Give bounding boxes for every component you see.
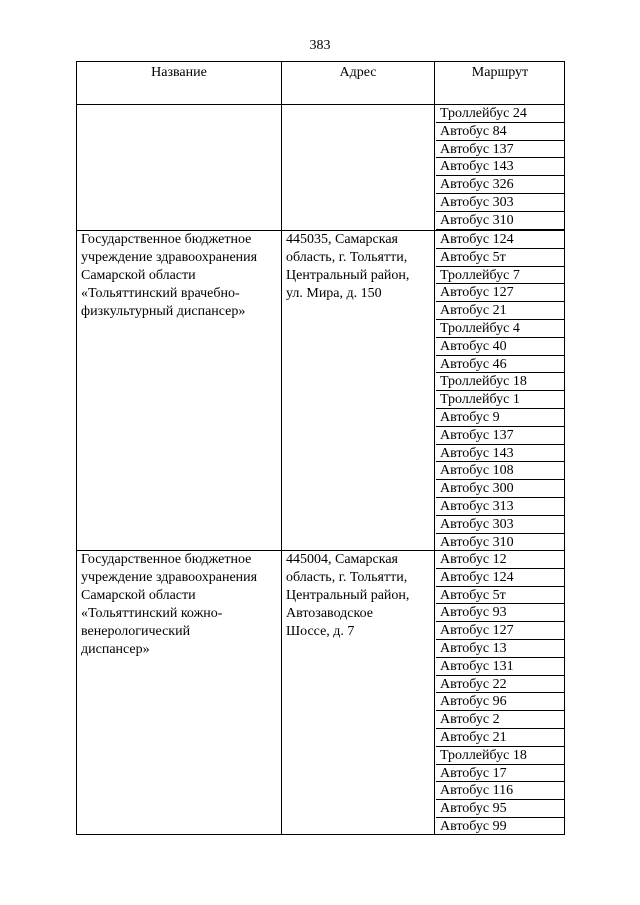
route-item: Автобус 99 — [440, 818, 507, 834]
route-item: Троллейбус 1 — [436, 391, 564, 409]
row-2-name: Государственное бюджетное учреждение здравоохранения Самарской области «Тольяттинский врачебно- физкультурный диспансер» — [81, 232, 258, 319]
header-address: Адрес — [339, 65, 377, 80]
route-item: Автобус 21 — [436, 729, 564, 747]
route-item: Автобус 116 — [436, 782, 564, 800]
header-name: Название — [151, 65, 207, 80]
route-item: Автобус 313 — [436, 498, 564, 516]
route-item: Троллейбус 18 — [436, 373, 564, 391]
route-item: Автобус 22 — [436, 676, 564, 694]
page-number: 383 — [309, 38, 331, 53]
route-item: Автобус 300 — [436, 480, 564, 498]
route-item: Автобус 131 — [436, 658, 564, 676]
row-3-address: 445004, Самарская область, г. Тольятти, Центральный район, Автозаводское Шоссе, д. 7 — [286, 552, 410, 639]
route-item: Автобус 13 — [436, 640, 564, 658]
route-item: Автобус 326 — [436, 176, 564, 194]
route-item: Автобус 127 — [436, 622, 564, 640]
route-item: Автобус 137 — [436, 141, 564, 159]
route-item: Троллейбус 7 — [436, 267, 564, 285]
route-item: Автобус 46 — [436, 356, 564, 374]
route-item: Автобус 310 — [436, 212, 564, 230]
row-2-address: 445035, Самарская область, г. Тольятти, Центральный район, ул. Мира, д. 150 — [286, 232, 410, 301]
route-item: Троллейбус 18 — [436, 747, 564, 765]
route-item: Автобус 9 — [436, 409, 564, 427]
route-item: Автобус 303 — [436, 194, 564, 212]
route-item: Автобус 310 — [436, 534, 564, 552]
route-item: Автобус 40 — [436, 338, 564, 356]
row-1-routes — [436, 105, 564, 230]
route-item: Автобус 143 — [436, 445, 564, 463]
route-item: Автобус 5т — [436, 587, 564, 605]
column-divider — [281, 62, 282, 834]
route-item: Автобус 143 — [436, 158, 564, 176]
route-item: Троллейбус 24 — [436, 105, 564, 123]
route-item: Автобус 93 — [436, 604, 564, 622]
route-item: Автобус 84 — [436, 123, 564, 141]
route-item: Автобус 127 — [436, 284, 564, 302]
route-item: Автобус 108 — [436, 462, 564, 480]
route-item: Автобус 124 — [436, 231, 564, 249]
row-3-routes — [436, 551, 564, 836]
row-2-routes — [436, 231, 564, 551]
route-item: Автобус 2 — [436, 711, 564, 729]
route-item: Троллейбус 4 — [436, 320, 564, 338]
route-item: Автобус 137 — [436, 427, 564, 445]
route-item: Автобус 17 — [436, 765, 564, 783]
route-item: Автобус 5т — [436, 249, 564, 267]
route-item: Автобус 303 — [436, 516, 564, 534]
header-route: Маршрут — [471, 65, 529, 80]
route-item: Автобус 12 — [436, 551, 564, 569]
routes-table — [76, 61, 565, 835]
route-item: Автобус 96 — [436, 693, 564, 711]
column-divider — [434, 62, 435, 834]
route-item: Автобус 21 — [436, 302, 564, 320]
route-item: Автобус 95 — [436, 800, 564, 818]
route-item: Автобус 124 — [436, 569, 564, 587]
row-3-name: Государственное бюджетное учреждение здравоохранения Самарской области «Тольяттинский кожно- венерологический диспансер» — [81, 552, 258, 657]
